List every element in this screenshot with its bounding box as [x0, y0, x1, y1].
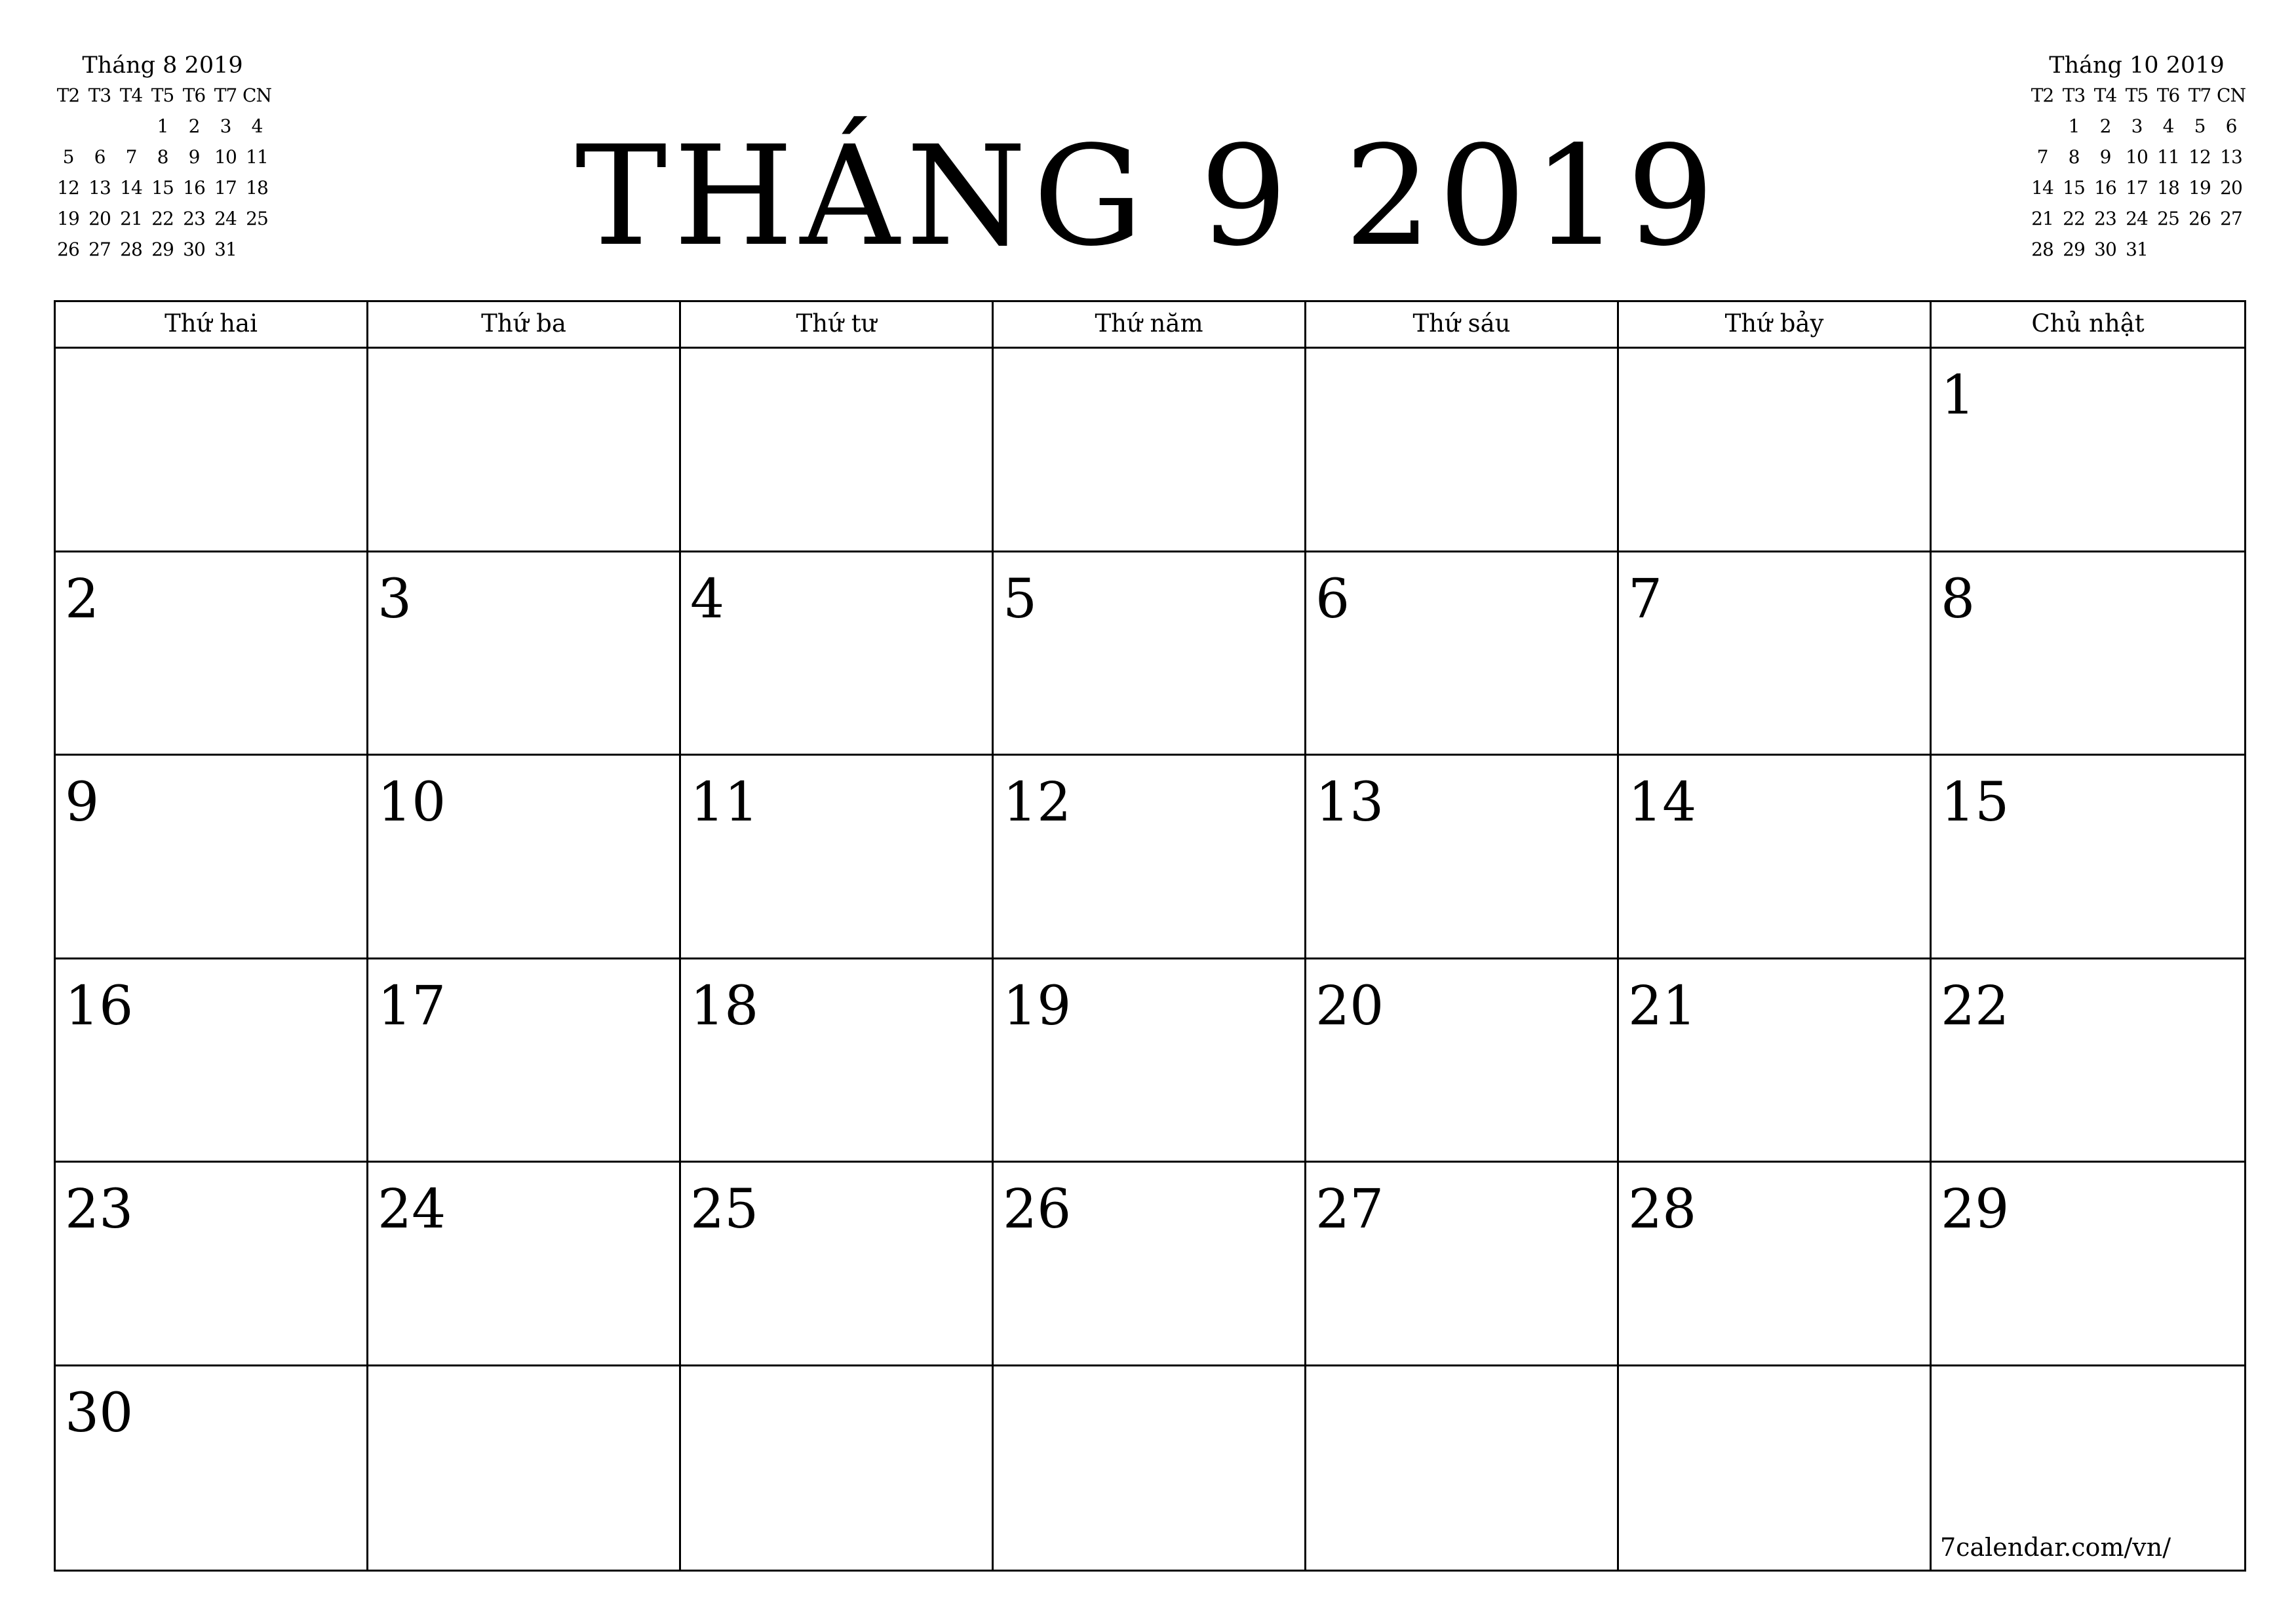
- mini-day: 10: [2126, 146, 2148, 168]
- day-cell[interactable]: [1619, 552, 1932, 756]
- mini-weekday-label: CN: [2217, 85, 2246, 106]
- mini-day: 15: [151, 177, 174, 199]
- day-number: 8: [1941, 568, 1975, 630]
- day-cell[interactable]: [1306, 349, 1619, 552]
- mini-day: 10: [214, 146, 237, 168]
- mini-day: 15: [2063, 177, 2085, 199]
- mini-day: 12: [57, 177, 79, 199]
- day-number: 15: [1941, 771, 2010, 834]
- day-cell[interactable]: [1306, 959, 1619, 1163]
- mini-weekday-label: T2: [2031, 85, 2054, 106]
- day-cell[interactable]: [1932, 349, 2244, 552]
- day-cell[interactable]: [368, 349, 681, 552]
- mini-day: 2: [188, 115, 200, 137]
- weekday-header: Thứ tư: [681, 302, 994, 347]
- day-number: 27: [1315, 1178, 1384, 1241]
- mini-day: [2215, 234, 2247, 265]
- day-cell[interactable]: [1619, 959, 1932, 1163]
- mini-day: [2152, 234, 2184, 265]
- day-number: 26: [1003, 1178, 1072, 1241]
- day-number: 21: [1628, 975, 1697, 1037]
- day-cell[interactable]: [681, 756, 994, 959]
- day-number: 2: [65, 568, 100, 630]
- mini-day: [2027, 111, 2058, 142]
- mini-day: 31: [214, 239, 237, 260]
- mini-day: 25: [246, 208, 268, 229]
- day-cell[interactable]: [1932, 1163, 2244, 1366]
- day-cell[interactable]: [681, 959, 994, 1163]
- mini-day: 29: [151, 239, 174, 260]
- mini-weekday-label: T2: [56, 85, 80, 106]
- day-cell[interactable]: [368, 1163, 681, 1366]
- day-number: 4: [690, 568, 725, 630]
- day-number: 30: [65, 1382, 134, 1444]
- day-cell[interactable]: [994, 756, 1306, 959]
- mini-day: 30: [2094, 239, 2116, 260]
- day-cell[interactable]: [681, 552, 994, 756]
- mini-weekday-label: T3: [2062, 85, 2086, 106]
- weekday-header: Thứ ba: [368, 302, 681, 347]
- mini-day: 13: [88, 177, 111, 199]
- mini-day: 20: [88, 208, 111, 229]
- mini-day: 24: [2126, 208, 2148, 229]
- mini-day: 14: [2031, 177, 2053, 199]
- day-number: 23: [65, 1178, 134, 1241]
- mini-calendar-title: Tháng 10 2019: [2049, 52, 2225, 79]
- mini-day: 18: [2157, 177, 2179, 199]
- mini-day: 4: [2162, 115, 2174, 137]
- mini-day: 9: [2099, 146, 2111, 168]
- day-grid: [56, 349, 2244, 1570]
- day-number: 13: [1315, 771, 1384, 834]
- day-cell[interactable]: [1932, 552, 2244, 756]
- mini-day: 5: [62, 146, 74, 168]
- day-number: 7: [1628, 568, 1663, 630]
- mini-day: 28: [120, 239, 142, 260]
- mini-day: 19: [57, 208, 79, 229]
- weekday-header: Thứ sáu: [1306, 302, 1619, 347]
- day-number: 18: [690, 975, 759, 1037]
- mini-weekday-label: CN: [243, 85, 271, 106]
- mini-day: 6: [2225, 115, 2237, 137]
- day-cell[interactable]: [681, 349, 994, 552]
- day-cell[interactable]: [1932, 756, 2244, 959]
- day-cell[interactable]: [1306, 1163, 1619, 1366]
- mini-day: 6: [94, 146, 106, 168]
- mini-day: 8: [157, 146, 168, 168]
- day-number: 12: [1003, 771, 1072, 834]
- day-number: 28: [1628, 1178, 1697, 1241]
- mini-day: 8: [2068, 146, 2080, 168]
- mini-calendar-grid: [2027, 80, 2247, 265]
- mini-weekday-label: T3: [88, 85, 111, 106]
- mini-day: 23: [183, 208, 205, 229]
- mini-day: 1: [157, 115, 168, 137]
- day-cell[interactable]: [1306, 1366, 1619, 1570]
- day-number: 16: [65, 975, 134, 1037]
- mini-day: 7: [125, 146, 137, 168]
- mini-weekday-label: T5: [151, 85, 174, 106]
- mini-day: 5: [2194, 115, 2206, 137]
- mini-day: 17: [214, 177, 237, 199]
- day-cell[interactable]: [994, 959, 1306, 1163]
- day-cell[interactable]: [1619, 1163, 1932, 1366]
- day-cell[interactable]: [1619, 349, 1932, 552]
- mini-weekday-label: T6: [182, 85, 206, 106]
- day-cell[interactable]: [368, 756, 681, 959]
- day-number: 22: [1941, 975, 2010, 1037]
- mini-day: 24: [214, 208, 237, 229]
- page-title: THÁNG 9 2019: [575, 116, 1721, 277]
- day-cell[interactable]: [56, 349, 368, 552]
- day-number: 25: [690, 1178, 759, 1241]
- day-number: 20: [1315, 975, 1384, 1037]
- day-cell[interactable]: [368, 552, 681, 756]
- mini-day: 2: [2099, 115, 2111, 137]
- day-cell[interactable]: [681, 1163, 994, 1366]
- day-number: 11: [690, 771, 759, 834]
- weekday-header: Chủ nhật: [2031, 309, 2145, 338]
- day-cell[interactable]: [1306, 756, 1619, 959]
- mini-day: 26: [57, 239, 79, 260]
- mini-day: 7: [2036, 146, 2048, 168]
- day-number: 17: [378, 975, 446, 1037]
- day-number: 3: [378, 568, 412, 630]
- mini-day: 22: [151, 208, 174, 229]
- day-cell[interactable]: [1619, 756, 1932, 959]
- mini-day: 12: [2189, 146, 2211, 168]
- mini-day: 13: [2220, 146, 2242, 168]
- mini-day: 9: [188, 146, 200, 168]
- day-number: 6: [1315, 568, 1350, 630]
- mini-weekday-label: T6: [2156, 85, 2180, 106]
- mini-day: 23: [2094, 208, 2116, 229]
- mini-weekday-label: T5: [2125, 85, 2149, 106]
- mini-day: 19: [2189, 177, 2211, 199]
- day-cell[interactable]: [681, 1366, 994, 1570]
- day-number: 5: [1003, 568, 1038, 630]
- weekday-header: Thứ bảy: [1619, 302, 1932, 347]
- mini-day: 27: [88, 239, 111, 260]
- mini-day: 18: [246, 177, 268, 199]
- mini-weekday-label: T7: [214, 85, 237, 106]
- mini-day: 3: [220, 115, 231, 137]
- day-number: 19: [1003, 975, 1072, 1037]
- mini-day: 16: [183, 177, 205, 199]
- credit-text: 7calendar.com/vn/: [1940, 1533, 2171, 1562]
- weekday-header: Thứ năm: [994, 302, 1306, 347]
- mini-day: 11: [2157, 146, 2179, 168]
- mini-day: 26: [2189, 208, 2211, 229]
- mini-weekday-label: T4: [119, 85, 143, 106]
- mini-day: 25: [2157, 208, 2179, 229]
- month-calendar: [54, 300, 2246, 1572]
- mini-weekday-label: T4: [2093, 85, 2117, 106]
- mini-day: [2184, 234, 2215, 265]
- mini-calendar-next-month: [2027, 51, 2247, 265]
- day-cell[interactable]: [994, 1366, 1306, 1570]
- day-number: 1: [1941, 364, 1975, 427]
- day-cell[interactable]: [56, 1366, 368, 1570]
- weekday-header-row: [56, 302, 2244, 349]
- mini-day: 20: [2220, 177, 2242, 199]
- mini-day: 14: [120, 177, 142, 199]
- mini-weekday-label: T7: [2188, 85, 2211, 106]
- mini-day: 4: [251, 115, 263, 137]
- day-cell[interactable]: [56, 959, 368, 1163]
- day-cell[interactable]: [994, 1163, 1306, 1366]
- day-cell[interactable]: [1306, 552, 1619, 756]
- day-number: 24: [378, 1178, 446, 1241]
- mini-day: 3: [2131, 115, 2143, 137]
- day-number: 9: [65, 771, 100, 834]
- day-number: 14: [1628, 771, 1697, 834]
- mini-day: 1: [2068, 115, 2080, 137]
- day-cell[interactable]: [994, 552, 1306, 756]
- mini-day: 28: [2031, 239, 2053, 260]
- mini-calendar-title: Tháng 8 2019: [82, 52, 243, 79]
- mini-day: 27: [2220, 208, 2242, 229]
- mini-day: 11: [246, 146, 268, 168]
- mini-day: 21: [2031, 208, 2053, 229]
- day-cell[interactable]: [56, 1163, 368, 1366]
- mini-day: 30: [183, 239, 205, 260]
- mini-day: 31: [2126, 239, 2148, 260]
- day-number: 29: [1941, 1178, 2010, 1241]
- mini-day: 29: [2063, 239, 2085, 260]
- day-cell[interactable]: [56, 756, 368, 959]
- mini-day: 16: [2094, 177, 2116, 199]
- mini-day: 22: [2063, 208, 2085, 229]
- mini-day: 17: [2126, 177, 2148, 199]
- day-number: 10: [378, 771, 446, 834]
- day-cell[interactable]: [56, 552, 368, 756]
- mini-day: 21: [120, 208, 142, 229]
- day-cell[interactable]: [368, 1366, 681, 1570]
- weekday-header: Thứ hai: [56, 302, 368, 347]
- day-cell[interactable]: [994, 349, 1306, 552]
- day-cell[interactable]: [368, 959, 681, 1163]
- day-cell[interactable]: [1619, 1366, 1932, 1570]
- day-cell[interactable]: [1932, 959, 2244, 1163]
